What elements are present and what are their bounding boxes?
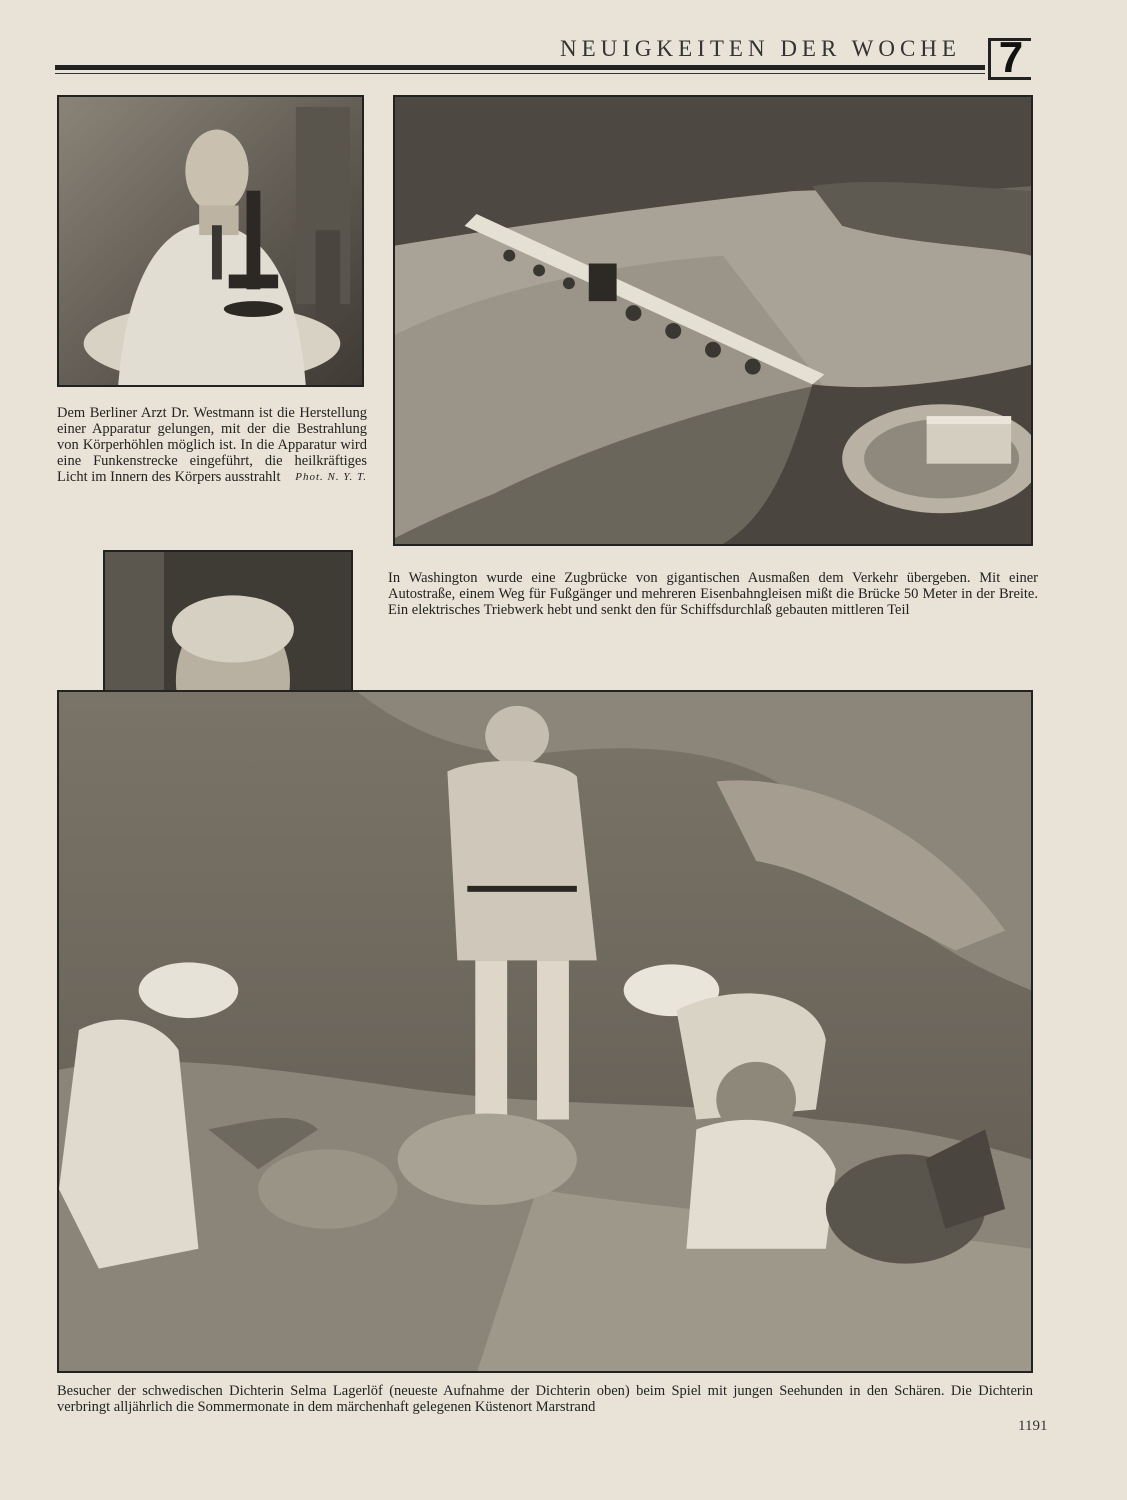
doctor-photo	[57, 95, 364, 387]
seals-caption: Besucher der schwedischen Dichterin Selma Lagerlöf (neueste Aufnahme der Dichterin oben) beim Spiel mit jungen Seehunden in den Schären. Die Dichterin verbringt alljährlich die Sommermonate in dem märchenhaft gelegenen Küstenort Marstrand	[57, 1383, 1033, 1415]
header-title: NEUIGKEITEN DER WOCHE	[560, 36, 961, 61]
page-number: 1191	[1018, 1418, 1048, 1434]
bridge-aerial-photo	[393, 95, 1033, 546]
header-rule-thin	[55, 73, 985, 74]
section-number: 7	[988, 38, 1031, 80]
bridge-caption: In Washington wurde eine Zugbrücke von gigantischen Ausmaßen dem Verkehr übergeben. Mit einer Autostraße, einem Weg für Fußgänger und mehreren Eisenbahngleisen mißt die Brücke 50 Meter in der Breite. Ein elektrisches Triebwerk hebt und senkt den für Schiffsdurchlaß gebauten mittleren Teil	[388, 570, 1038, 618]
photo-credit: Phot. N. Y. T.	[295, 471, 367, 483]
header-rule	[55, 65, 985, 70]
seals-photo	[57, 690, 1033, 1373]
doctor-caption-text: Dem Berliner Arzt Dr. Westmann ist die Herstellung einer Apparatur gelungen, mit der die Bestrahlung von Körperhöhlen möglich ist. In die Apparatur wird eine Funkenstrecke eingeführt, die heilkräftiges Licht im Innern des Körpers ausstrahlt	[57, 405, 367, 485]
doctor-caption	[57, 405, 367, 485]
